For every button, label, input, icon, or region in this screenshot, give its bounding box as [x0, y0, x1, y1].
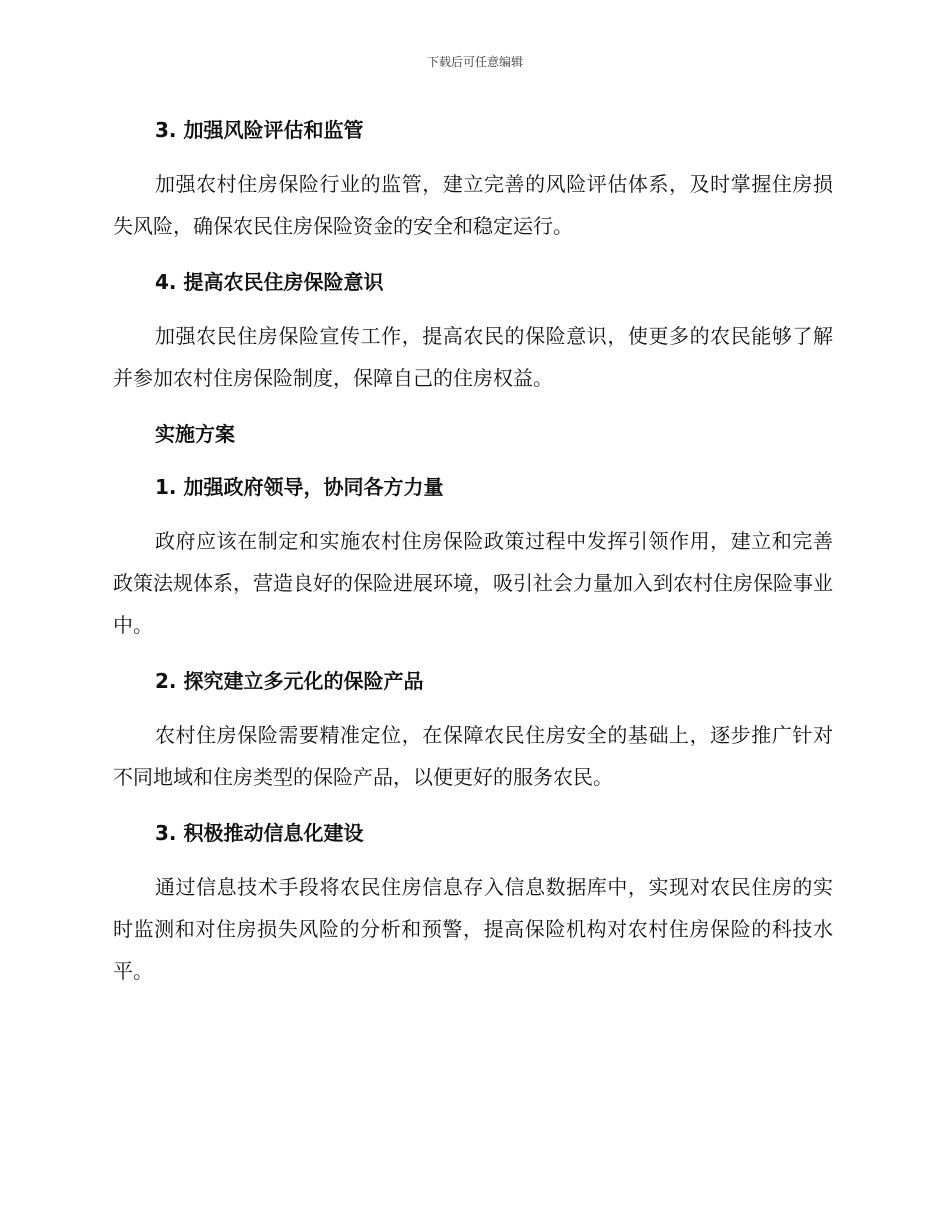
section-paragraph: 政府应该在制定和实施农村住房保险政策过程中发挥引领作用，建立和完善政策法规体系，营造良好的保险进展环境，吸引社会力量加入到农村住房保险事业中。	[113, 529, 833, 637]
section-paragraph: 加强农村住房保险行业的监管，建立完善的风险评估体系，及时掌握住房损失风险，确保农民住房保险资金的安全和稳定运行。	[113, 172, 833, 238]
section-heading: 实施方案	[155, 422, 235, 446]
page-header: 下载后可任意编辑	[426, 55, 523, 69]
section-heading: 3. 加强风险评估和监管	[155, 118, 364, 142]
section-paragraph: 通过信息技术手段将农民住房信息存入信息数据库中，实现对农民住房的实时监测和对住房损失风险的分析和预警，提高保险机构对农村住房保险的科技水平。	[113, 875, 833, 983]
document-body	[113, 110, 833, 992]
section-paragraph: 农村住房保险需要精准定位，在保障农民住房安全的基础上，逐步推广针对不同地域和住房类型的保险产品，以便更好的服务农民。	[113, 723, 833, 789]
section-heading: 4. 提高农民住房保险意识	[155, 270, 384, 294]
section-paragraph: 加强农民住房保险宣传工作，提高农民的保险意识，使更多的农民能够了解并参加农村住房保险制度，保障自己的住房权益。	[113, 324, 833, 390]
section-heading: 2. 探究建立多元化的保险产品	[155, 669, 424, 693]
section-heading: 1. 加强政府领导，协同各方力量	[155, 475, 444, 499]
section-heading: 3. 积极推动信息化建设	[155, 821, 364, 845]
